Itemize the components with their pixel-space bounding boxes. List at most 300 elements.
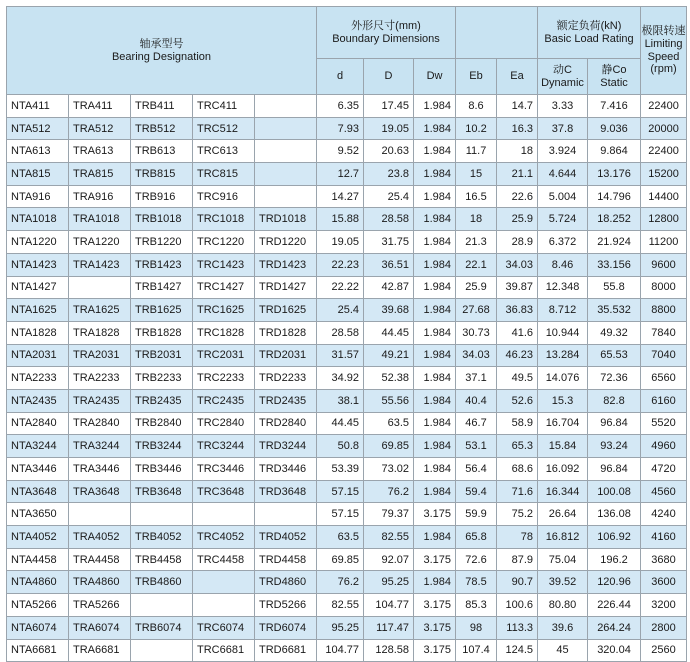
cell-eb: 72.6 [456, 548, 497, 571]
col-header-static-cn: 静Co [601, 63, 627, 76]
table-row [7, 412, 687, 435]
cell-trb: TRB6074 [131, 616, 193, 639]
cell-dw: 1.984 [414, 276, 456, 299]
cell-speed: 4720 [641, 458, 687, 481]
cell-trc: TRC2233 [193, 367, 255, 390]
cell-trc: TRC4052 [193, 526, 255, 549]
cell-nta: NTA4860 [7, 571, 69, 594]
cell-dw: 1.984 [414, 208, 456, 231]
cell-speed: 3600 [641, 571, 687, 594]
cell-d: 23.8 [364, 163, 414, 186]
cell-co: 93.24 [588, 435, 641, 458]
cell-c: 13.284 [538, 344, 588, 367]
cell-speed: 20000 [641, 117, 687, 140]
cell-ea: 22.6 [497, 185, 538, 208]
cell-d: 39.68 [364, 299, 414, 322]
cell-co: 82.8 [588, 389, 641, 412]
cell-trc: TRC815 [193, 163, 255, 186]
cell-speed: 8000 [641, 276, 687, 299]
cell-speed: 6160 [641, 389, 687, 412]
cell-ea: 78 [497, 526, 538, 549]
dimensions-header-en: Boundary Dimensions [332, 32, 440, 45]
cell-dw: 1.984 [414, 480, 456, 503]
cell-trc: TRC2031 [193, 344, 255, 367]
table-row [7, 571, 687, 594]
cell-d: 44.45 [364, 321, 414, 344]
cell-dw: 1.984 [414, 526, 456, 549]
cell-trb: TRB512 [131, 117, 193, 140]
cell-speed: 5520 [641, 412, 687, 435]
cell-trb [131, 503, 193, 526]
cell-trb: TRB1423 [131, 253, 193, 276]
cell-nta: NTA6074 [7, 616, 69, 639]
cell-co: 14.796 [588, 185, 641, 208]
cell-trc: TRC1828 [193, 321, 255, 344]
cell-eb: 65.8 [456, 526, 497, 549]
table-body [7, 95, 687, 662]
cell-dw: 1.984 [414, 140, 456, 163]
cell-eb: 107.4 [456, 639, 497, 662]
cell-d: 34.92 [317, 367, 364, 390]
cell-d: 19.05 [317, 231, 364, 254]
cell-nta: NTA512 [7, 117, 69, 140]
cell-nta: NTA1828 [7, 321, 69, 344]
cell-trc [193, 594, 255, 617]
cell-nta: NTA1018 [7, 208, 69, 231]
cell-trb: TRB2435 [131, 389, 193, 412]
cell-speed: 4560 [641, 480, 687, 503]
cell-eb: 11.7 [456, 140, 497, 163]
cell-ea: 39.87 [497, 276, 538, 299]
designation-header [7, 7, 317, 95]
table-row [7, 435, 687, 458]
cell-c: 5.004 [538, 185, 588, 208]
cell-co: 7.416 [588, 95, 641, 118]
cell-d: 7.93 [317, 117, 364, 140]
cell-nta: NTA2031 [7, 344, 69, 367]
cell-d: 76.2 [364, 480, 414, 503]
cell-trc: TRC2435 [193, 389, 255, 412]
cell-trd: TRD5266 [255, 594, 317, 617]
cell-d: 25.4 [364, 185, 414, 208]
cell-trd: TRD1828 [255, 321, 317, 344]
cell-tra: TRA6681 [69, 639, 131, 662]
cell-ea: 75.2 [497, 503, 538, 526]
cell-tra: TRA613 [69, 140, 131, 163]
cell-trb: TRB4860 [131, 571, 193, 594]
cell-eb: 10.2 [456, 117, 497, 140]
col-header-dynamic-cn: 动C [553, 63, 572, 76]
cell-co: 120.96 [588, 571, 641, 594]
cell-ea: 21.1 [497, 163, 538, 186]
cell-c: 3.33 [538, 95, 588, 118]
table-row [7, 389, 687, 412]
cell-nta: NTA4458 [7, 548, 69, 571]
cell-d: 63.5 [364, 412, 414, 435]
cell-c: 4.644 [538, 163, 588, 186]
cell-trc: TRC4458 [193, 548, 255, 571]
cell-eb: 18 [456, 208, 497, 231]
cell-c: 39.6 [538, 616, 588, 639]
cell-d: 104.77 [317, 639, 364, 662]
col-header-Ea: Ea [497, 59, 538, 95]
cell-ea: 46.23 [497, 344, 538, 367]
cell-ea: 25.9 [497, 208, 538, 231]
cell-trc: TRC1018 [193, 208, 255, 231]
cell-trd [255, 95, 317, 118]
table-row [7, 526, 687, 549]
cell-co: 100.08 [588, 480, 641, 503]
cell-c: 5.724 [538, 208, 588, 231]
cell-d: 57.15 [317, 503, 364, 526]
cell-tra: TRA1828 [69, 321, 131, 344]
cell-speed: 2800 [641, 616, 687, 639]
cell-trd: TRD3446 [255, 458, 317, 481]
cell-d: 82.55 [364, 526, 414, 549]
cell-nta: NTA3648 [7, 480, 69, 503]
cell-d: 28.58 [364, 208, 414, 231]
cell-d: 44.45 [317, 412, 364, 435]
cell-tra [69, 503, 131, 526]
cell-trd: TRD3244 [255, 435, 317, 458]
cell-trd [255, 503, 317, 526]
cell-tra: TRA916 [69, 185, 131, 208]
table-row [7, 299, 687, 322]
cell-speed: 9600 [641, 253, 687, 276]
designation-header-cn: 轴承型号 [139, 37, 184, 50]
cell-eb: 53.1 [456, 435, 497, 458]
cell-trc: TRC1220 [193, 231, 255, 254]
limiting-speed-header-cn: 极限转速 [641, 25, 686, 38]
cell-eb: 25.9 [456, 276, 497, 299]
col-header-Eb: Eb [456, 59, 497, 95]
cell-tra: TRA1625 [69, 299, 131, 322]
cell-trd: TRD4458 [255, 548, 317, 571]
cell-co: 35.532 [588, 299, 641, 322]
cell-c: 12.348 [538, 276, 588, 299]
cell-d: 28.58 [317, 321, 364, 344]
cell-trc: TRC6074 [193, 616, 255, 639]
cell-tra: TRA3446 [69, 458, 131, 481]
cell-c: 8.46 [538, 253, 588, 276]
cell-c: 16.704 [538, 412, 588, 435]
cell-trd: TRD3648 [255, 480, 317, 503]
cell-trc: TRC3244 [193, 435, 255, 458]
cell-dw: 1.984 [414, 412, 456, 435]
cell-tra: TRA512 [69, 117, 131, 140]
cell-tra: TRA4860 [69, 571, 131, 594]
cell-c: 8.712 [538, 299, 588, 322]
limiting-speed-header-unit: (rpm) [650, 63, 677, 76]
cell-speed: 7040 [641, 344, 687, 367]
cell-trd: TRD6681 [255, 639, 317, 662]
cell-tra: TRA411 [69, 95, 131, 118]
cell-eb: 22.1 [456, 253, 497, 276]
cell-co: 9.864 [588, 140, 641, 163]
cell-co: 320.04 [588, 639, 641, 662]
cell-d: 22.23 [317, 253, 364, 276]
cell-dw: 3.175 [414, 594, 456, 617]
table-row [7, 367, 687, 390]
cell-ea: 52.6 [497, 389, 538, 412]
col-header-dynamic-en: Dynamic [541, 76, 584, 89]
cell-trb: TRB1625 [131, 299, 193, 322]
cell-eb: 27.68 [456, 299, 497, 322]
cell-ea: 87.9 [497, 548, 538, 571]
cell-trb: TRB1427 [131, 276, 193, 299]
table-row [7, 503, 687, 526]
cell-tra: TRA1423 [69, 253, 131, 276]
cell-c: 26.64 [538, 503, 588, 526]
cell-trd: TRD2435 [255, 389, 317, 412]
cell-nta: NTA3650 [7, 503, 69, 526]
cell-co: 13.176 [588, 163, 641, 186]
cell-tra: TRA2840 [69, 412, 131, 435]
cell-eb: 34.03 [456, 344, 497, 367]
cell-dw: 1.984 [414, 253, 456, 276]
cell-dw: 1.984 [414, 435, 456, 458]
cell-dw: 3.175 [414, 503, 456, 526]
cell-co: 21.924 [588, 231, 641, 254]
cell-c: 3.924 [538, 140, 588, 163]
cell-eb: 59.9 [456, 503, 497, 526]
cell-trb: TRB411 [131, 95, 193, 118]
cell-dw: 1.984 [414, 367, 456, 390]
cell-d: 22.22 [317, 276, 364, 299]
cell-nta: NTA3244 [7, 435, 69, 458]
cell-d: 117.47 [364, 616, 414, 639]
cell-d: 92.07 [364, 548, 414, 571]
cell-speed: 11200 [641, 231, 687, 254]
cell-co: 9.036 [588, 117, 641, 140]
cell-speed: 8800 [641, 299, 687, 322]
cell-dw: 1.984 [414, 231, 456, 254]
cell-d: 95.25 [364, 571, 414, 594]
cell-nta: NTA6681 [7, 639, 69, 662]
cell-d: 6.35 [317, 95, 364, 118]
cell-c: 75.04 [538, 548, 588, 571]
cell-speed: 15200 [641, 163, 687, 186]
cell-co: 96.84 [588, 458, 641, 481]
cell-trb: TRB4458 [131, 548, 193, 571]
table-row [7, 344, 687, 367]
cell-d: 52.38 [364, 367, 414, 390]
cell-speed: 2560 [641, 639, 687, 662]
cell-co: 33.156 [588, 253, 641, 276]
cell-co: 55.8 [588, 276, 641, 299]
cell-tra: TRA1220 [69, 231, 131, 254]
cell-d: 50.8 [317, 435, 364, 458]
cell-dw: 1.984 [414, 117, 456, 140]
cell-c: 37.8 [538, 117, 588, 140]
cell-d: 49.21 [364, 344, 414, 367]
cell-speed: 22400 [641, 95, 687, 118]
cell-tra: TRA6074 [69, 616, 131, 639]
cell-trd: TRD4860 [255, 571, 317, 594]
cell-c: 16.344 [538, 480, 588, 503]
cell-speed: 4960 [641, 435, 687, 458]
cell-nta: NTA2840 [7, 412, 69, 435]
load-rating-header [538, 7, 641, 59]
cell-c: 15.3 [538, 389, 588, 412]
cell-tra [69, 276, 131, 299]
cell-trb: TRB3648 [131, 480, 193, 503]
cell-co: 65.53 [588, 344, 641, 367]
limiting-speed-header-en1: Limiting [644, 37, 683, 50]
cell-c: 39.52 [538, 571, 588, 594]
cell-trb [131, 639, 193, 662]
cell-ea: 65.3 [497, 435, 538, 458]
cell-trd: TRD6074 [255, 616, 317, 639]
cell-d: 20.63 [364, 140, 414, 163]
cell-nta: NTA3446 [7, 458, 69, 481]
cell-d: 69.85 [364, 435, 414, 458]
cell-trb [131, 594, 193, 617]
cell-eb: 30.73 [456, 321, 497, 344]
cell-eb: 98 [456, 616, 497, 639]
cell-ea: 58.9 [497, 412, 538, 435]
cell-eb: 16.5 [456, 185, 497, 208]
table-header [7, 7, 687, 95]
cell-trd [255, 117, 317, 140]
cell-speed: 3200 [641, 594, 687, 617]
cell-dw: 1.984 [414, 299, 456, 322]
cell-trb: TRB916 [131, 185, 193, 208]
cell-eb: 37.1 [456, 367, 497, 390]
cell-trc: TRC1625 [193, 299, 255, 322]
cell-dw: 1.984 [414, 458, 456, 481]
cell-speed: 12800 [641, 208, 687, 231]
cell-tra: TRA4458 [69, 548, 131, 571]
table-row [7, 639, 687, 662]
cell-ea: 14.7 [497, 95, 538, 118]
cell-trc: TRC6681 [193, 639, 255, 662]
cell-nta: NTA1423 [7, 253, 69, 276]
cell-trb: TRB2031 [131, 344, 193, 367]
cell-speed: 7840 [641, 321, 687, 344]
cell-d: 76.2 [317, 571, 364, 594]
cell-ea: 100.6 [497, 594, 538, 617]
cell-d: 25.4 [317, 299, 364, 322]
cell-c: 14.076 [538, 367, 588, 390]
table-row [7, 117, 687, 140]
cell-d: 63.5 [317, 526, 364, 549]
cell-eb: 21.3 [456, 231, 497, 254]
cell-trc: TRC3648 [193, 480, 255, 503]
cell-dw: 1.984 [414, 163, 456, 186]
cell-c: 16.812 [538, 526, 588, 549]
cell-trd: TRD2031 [255, 344, 317, 367]
cell-trb: TRB4052 [131, 526, 193, 549]
cell-trd: TRD1018 [255, 208, 317, 231]
cell-nta: NTA815 [7, 163, 69, 186]
cell-eb: 59.4 [456, 480, 497, 503]
cell-d: 128.58 [364, 639, 414, 662]
designation-header-en: Bearing Designation [111, 50, 212, 63]
cell-trd: TRD1423 [255, 253, 317, 276]
cell-trd [255, 163, 317, 186]
bearing-spec-table [6, 6, 687, 662]
cell-nta: NTA2435 [7, 389, 69, 412]
cell-dw: 3.175 [414, 616, 456, 639]
table-row [7, 321, 687, 344]
cell-tra: TRA2233 [69, 367, 131, 390]
cell-trd: TRD4052 [255, 526, 317, 549]
cell-co: 96.84 [588, 412, 641, 435]
cell-ea: 49.5 [497, 367, 538, 390]
cell-nta: NTA411 [7, 95, 69, 118]
cell-co: 106.92 [588, 526, 641, 549]
cell-nta: NTA4052 [7, 526, 69, 549]
cell-trc [193, 503, 255, 526]
cell-speed: 6560 [641, 367, 687, 390]
cell-dw: 1.984 [414, 344, 456, 367]
cell-d: 57.15 [317, 480, 364, 503]
cell-tra: TRA2435 [69, 389, 131, 412]
table-row [7, 208, 687, 231]
cell-c: 45 [538, 639, 588, 662]
table-row [7, 231, 687, 254]
cell-d: 17.45 [364, 95, 414, 118]
table-row [7, 276, 687, 299]
cell-d: 42.87 [364, 276, 414, 299]
cell-dw: 1.984 [414, 95, 456, 118]
cell-trb: TRB1828 [131, 321, 193, 344]
table-row [7, 253, 687, 276]
col-header-Dw: Dw [414, 59, 456, 95]
col-header-D: D [364, 59, 414, 95]
cell-d: 15.88 [317, 208, 364, 231]
cell-trb: TRB3244 [131, 435, 193, 458]
cell-d: 36.51 [364, 253, 414, 276]
cell-tra: TRA3648 [69, 480, 131, 503]
table-row [7, 185, 687, 208]
table-row [7, 140, 687, 163]
cell-trb: TRB613 [131, 140, 193, 163]
cell-trd: TRD1625 [255, 299, 317, 322]
table-row [7, 594, 687, 617]
dimensions-header-cn: 外形尺寸(mm) [351, 19, 421, 32]
cell-tra: TRA2031 [69, 344, 131, 367]
cell-ea: 90.7 [497, 571, 538, 594]
cell-nta: NTA2233 [7, 367, 69, 390]
load-rating-header-cn: 额定负荷(kN) [556, 19, 622, 32]
cell-dw: 1.984 [414, 185, 456, 208]
load-rating-header-en: Basic Load Rating [544, 32, 634, 45]
cell-c: 10.944 [538, 321, 588, 344]
cell-d: 31.57 [317, 344, 364, 367]
dimensions-header-extension [456, 7, 538, 59]
cell-tra: TRA815 [69, 163, 131, 186]
cell-trb: TRB815 [131, 163, 193, 186]
cell-dw: 1.984 [414, 321, 456, 344]
cell-d: 79.37 [364, 503, 414, 526]
cell-ea: 34.03 [497, 253, 538, 276]
cell-dw: 3.175 [414, 548, 456, 571]
cell-nta: NTA916 [7, 185, 69, 208]
cell-co: 18.252 [588, 208, 641, 231]
cell-eb: 40.4 [456, 389, 497, 412]
cell-d: 12.7 [317, 163, 364, 186]
cell-co: 196.2 [588, 548, 641, 571]
cell-eb: 15 [456, 163, 497, 186]
cell-eb: 8.6 [456, 95, 497, 118]
cell-ea: 124.5 [497, 639, 538, 662]
cell-eb: 46.7 [456, 412, 497, 435]
cell-tra: TRA5266 [69, 594, 131, 617]
cell-tra: TRA1018 [69, 208, 131, 231]
cell-trc: TRC1427 [193, 276, 255, 299]
